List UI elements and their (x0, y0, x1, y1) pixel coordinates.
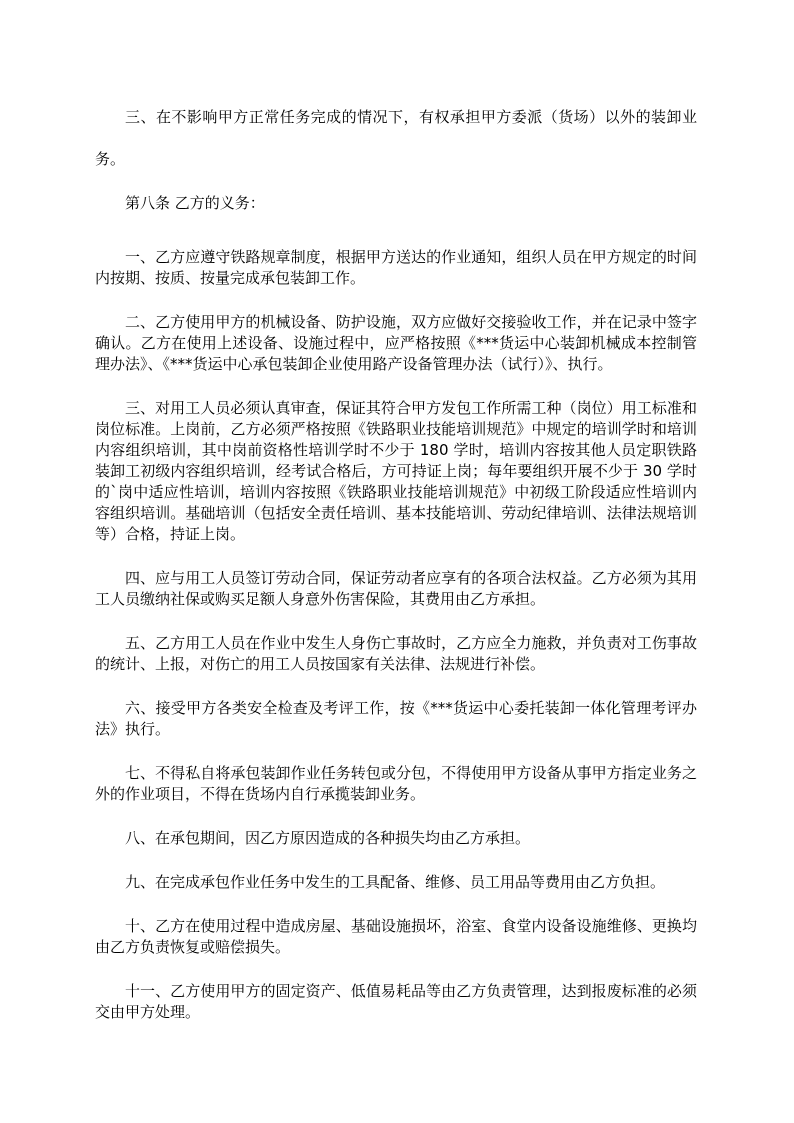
paragraph-right-3-loading-business: 三、在不影响甲方正常任务完成的情况下，有权承担甲方委派（货场）以外的装卸业务。 (95, 108, 697, 168)
paragraph-duty-8: 八、在承包期间，因乙方原因造成的各种损失均由乙方承担。 (125, 829, 531, 847)
paragraph-duty-11: 十一、乙方使用甲方的固定资产、低值易耗品等由乙方负责管理，达到报废标准的必须交由甲方处理。 (95, 982, 697, 1021)
paragraph-duty-9: 九、在完成承包作业任务中发生的工具配备、维修、员工用品等费用由乙方负担。 (125, 873, 666, 891)
document-page (95, 96, 697, 1023)
article-8-heading: 第八条 乙方的义务： (125, 194, 265, 212)
paragraph-duty-2: 二、乙方使用甲方的机械设备、防护设施，双方应做好交接验收工作，并在记录中签字确认。乙方在使用上述设备、设施过程中，应严格按照《***货运中心装卸机械成本控制管理办法》、《***货运中心承包装卸企业使用路产设备管理办法（试行）》、执行。 (95, 313, 697, 373)
paragraph-duty-6: 六、接受甲方各类安全检查及考评工作，按《***货运中心委托装卸一体化管理考评办法》执行。 (95, 699, 697, 738)
paragraph-duty-10: 十、乙方在使用过程中造成房屋、基础设施损坏，浴室、食堂内设备设施维修、更换均由乙方负责恢复或赔偿损失。 (95, 917, 697, 956)
paragraph-duty-7: 七、不得私自将承包装卸作业任务转包或分包，不得使用甲方设备从事甲方指定业务之外的作业项目，不得在货场内自行承揽装卸业务。 (95, 764, 697, 803)
paragraph-duty-5: 五、乙方用工人员在作业中发生人身伤亡事故时，乙方应全力施救，并负责对工伤事故的统计、上报，对伤亡的用工人员按国家有关法律、法规进行补偿。 (95, 634, 697, 673)
paragraph-duty-4: 四、应与用工人员签订劳动合同，保证劳动者应享有的各项合法权益。乙方必须为其用工人员缴纳社保或购买足额人身意外伤害保险，其费用由乙方承担。 (95, 569, 697, 608)
paragraph-duty-1: 一、乙方应遵守铁路规章制度，根据甲方送达的作业通知，组织人员在甲方规定的时间内按期、按质、按量完成承包装卸工作。 (95, 248, 697, 287)
paragraph-duty-3: 三、对用工人员必须认真审查，保证其符合甲方发包工作所需工种（岗位）用工标准和岗位标准。上岗前，乙方必须严格按照《铁路职业技能培训规范》中规定的培训学时和培训内容组织培训，其中岗前资格性培训学时不少于 180 学时，培训内容按其他人员定职铁路装卸工初级内容组织培训，经考试合格后，方可持证上岗；每年要组织开展不少于 30 学时的`岗中适应性培训，培训内容按照《铁路职业技能培训规范》中初级工阶段适应性培训内容组织培训。基础培训（包括安全责任培训、基本技能培训、劳动纪律培训、法律法规培训等）合格，持证上岗。 (95, 399, 697, 543)
